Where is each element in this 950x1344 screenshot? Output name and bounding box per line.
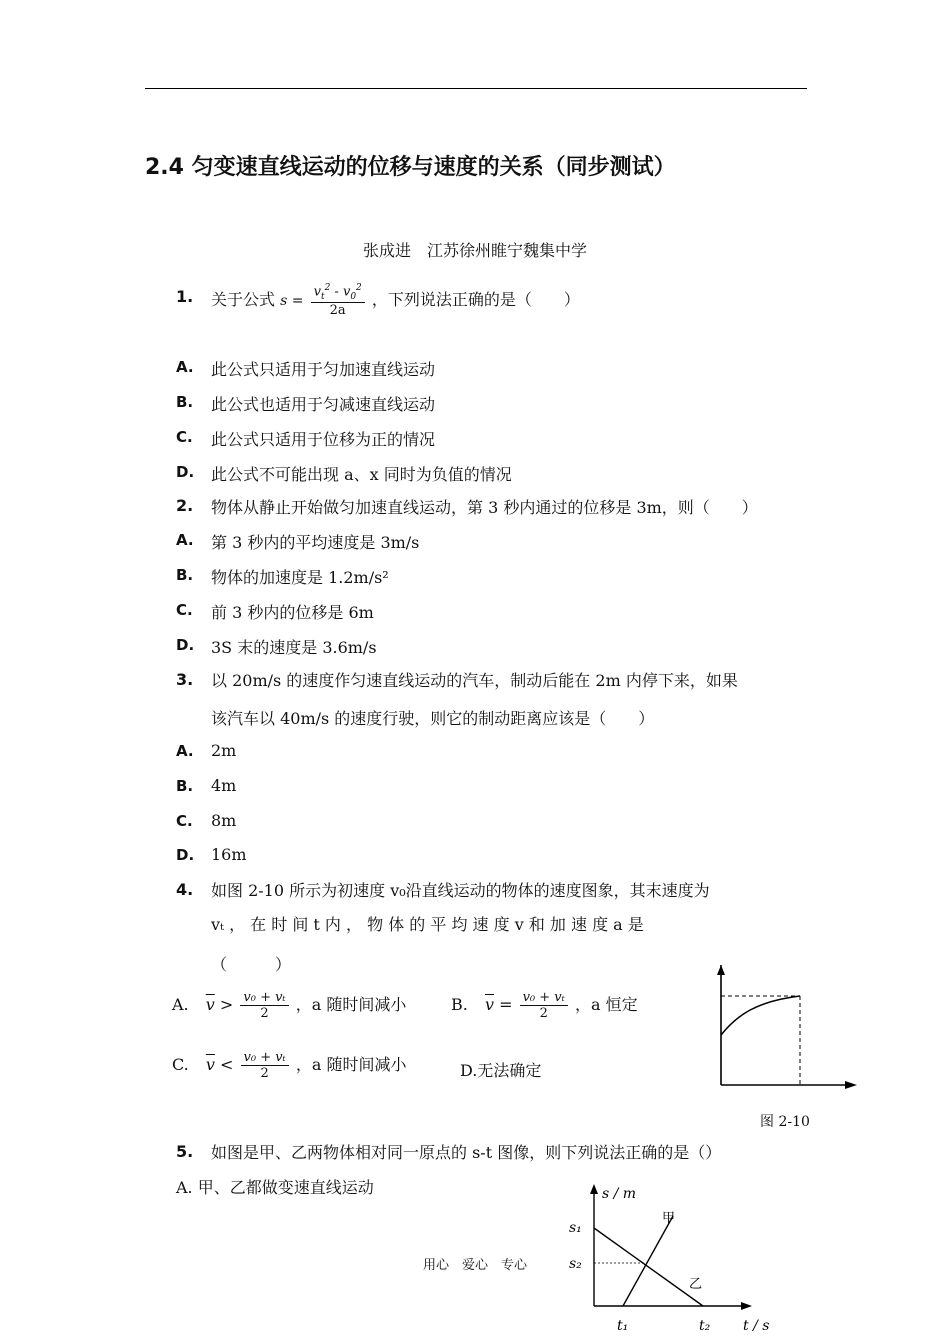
figure-2-10-caption: 图 2-10	[760, 1114, 810, 1130]
q4-option-c-fraction	[241, 1050, 289, 1081]
q4-stem-line1: 如图 2-10 所示为初速度 v₀沿直线运动的物体的速度图象，其末速度为	[211, 881, 710, 900]
q4-option-d: D.无法确定	[460, 1061, 542, 1080]
q1-formula-denominator: 2a	[329, 302, 346, 318]
q4-option-b-vbar: $\overline{v}$	[484, 995, 494, 1014]
q1-stem	[211, 283, 580, 318]
q1-formula-numerator: $v_t^2 - v_0^2$	[311, 283, 365, 303]
q1-suffix: ，下列说法正确的是（ ）	[371, 289, 580, 309]
q4-stem-line3: （ ）	[211, 955, 292, 974]
q5-number: 5.	[176, 1142, 194, 1161]
page-footer: 用心 爱心 专心	[422, 1258, 527, 1273]
q4-stem-line2: vₜ ， 在 时 间 t 内 ， 物 体 的 平 均 速 度 v 和 加 速 度 a 是	[211, 915, 644, 934]
q4-option-c-tail: ，a 随时间减小	[295, 1055, 407, 1074]
fig210-x-arrow	[845, 1081, 857, 1089]
q4-option-c-relation: <	[220, 1055, 234, 1074]
q2-option-a-label: A.	[176, 531, 194, 549]
q2-option-a-text: 第 3 秒内的平均速度是 3m/s	[211, 533, 420, 552]
st-s2-label: s₂	[569, 1256, 582, 1272]
q3-option-a-label: A.	[176, 742, 194, 760]
q1-option-c-label: C.	[176, 428, 193, 446]
q4-option-c	[172, 1050, 407, 1081]
st-s1-label: s₁	[569, 1220, 582, 1236]
q1-option-a-label: A.	[176, 358, 194, 376]
q2-option-b-text: 物体的加速度是 1.2m/s²	[211, 568, 389, 587]
q4-option-c-fraction-num: v₀ + vₜ	[241, 1050, 289, 1066]
q2-option-c-label: C.	[176, 601, 193, 619]
st-xlabel: t / s	[743, 1318, 770, 1334]
q3-stem-line2: 该汽车以 40m/s 的速度行驶，则它的制动距离应该是（ ）	[211, 709, 655, 728]
q1-formula-lhs: s =	[280, 292, 304, 309]
q4-number: 4.	[176, 880, 194, 899]
q4-option-a-relation: >	[219, 995, 234, 1014]
q1-formula	[311, 283, 365, 318]
st-x-arrow	[741, 1302, 752, 1310]
q4-option-b-fraction	[520, 990, 568, 1021]
q4-option-b-fraction-num: v₀ + vₜ	[520, 990, 568, 1006]
q4-option-a-vbar: $\overline{v}$	[205, 995, 215, 1014]
q1-option-d-label: D.	[176, 463, 195, 481]
q2-option-d-text: 3S 末的速度是 3.6m/s	[211, 638, 377, 657]
q4-option-c-fraction-den: 2	[260, 1066, 269, 1081]
q1-option-c-text: 此公式只适用于位移为正的情况	[211, 430, 436, 449]
q1-number: 1.	[176, 287, 194, 306]
q5-option-a: A. 甲、乙都做变速直线运动	[176, 1178, 374, 1197]
q4-option-b-fraction-den: 2	[539, 1006, 548, 1021]
q2-number: 2.	[176, 496, 194, 515]
q3-option-b-text: 4m	[211, 776, 237, 795]
q2-stem: 物体从静止开始做匀加速直线运动，第 3 秒内通过的位移是 3m，则（ ）	[211, 498, 758, 517]
st-t2-label: t₂	[699, 1318, 711, 1334]
q1-option-b-text: 此公式也适用于匀减速直线运动	[211, 395, 436, 414]
q2-option-b-label: B.	[176, 566, 194, 584]
header-rule	[145, 88, 807, 89]
st-jia-label: 甲	[662, 1211, 676, 1226]
q4-option-a-label: A.	[172, 995, 189, 1014]
q4-option-b-relation: =	[499, 995, 513, 1014]
q4-option-a-fraction-den: 2	[260, 1006, 269, 1021]
q5-stem: 如图是甲、乙两物体相对同一原点的 s-t 图像，则下列说法正确的是（）	[211, 1143, 722, 1162]
fig210-velocity-curve	[721, 996, 800, 1035]
q4-option-b	[451, 990, 638, 1021]
q4-option-c-label: C.	[172, 1055, 189, 1074]
q1-option-a-text: 此公式只适用于匀加速直线运动	[211, 360, 436, 379]
q3-option-a-text: 2m	[211, 741, 237, 760]
fig210-y-arrow	[717, 965, 725, 975]
q3-option-b-label: B.	[176, 777, 194, 795]
q4-option-a-fraction-num: v₀ + vₜ	[240, 990, 288, 1006]
q1-option-b-label: B.	[176, 393, 194, 411]
q3-stem-line1: 以 20m/s 的速度作匀速直线运动的汽车，制动后能在 2m 内停下来，如果	[211, 671, 738, 690]
st-t1-label: t₁	[617, 1318, 629, 1334]
q4-option-b-label: B.	[451, 995, 468, 1014]
q3-option-d-text: 16m	[211, 845, 247, 864]
q3-option-c-label: C.	[176, 812, 193, 830]
author-line: 张成进 江苏徐州睢宁魏集中学	[362, 241, 587, 260]
st-yi-label: 乙	[689, 1277, 703, 1292]
q3-option-d-label: D.	[176, 846, 195, 864]
q4-option-a	[172, 990, 406, 1021]
q4-option-a-fraction	[240, 990, 288, 1021]
figure-2-10-graph	[712, 965, 862, 1090]
q3-number: 3.	[176, 670, 194, 689]
q4-option-a-tail: ，a 随时间减小	[295, 995, 407, 1014]
st-y-arrow	[590, 1184, 598, 1194]
page-title: 2.4 匀变速直线运动的位移与速度的关系（同步测试）	[145, 155, 676, 180]
q4-option-b-tail: ，a 恒定	[574, 995, 638, 1014]
q4-option-c-vbar: $\overline{v}$	[205, 1055, 215, 1074]
q2-option-c-text: 前 3 秒内的位移是 6m	[211, 603, 374, 622]
q1-option-d-text: 此公式不可能出现 a、x 同时为负值的情况	[211, 465, 512, 484]
q1-prefix: 关于公式	[211, 289, 276, 309]
q2-option-d-label: D.	[176, 636, 195, 654]
q3-option-c-text: 8m	[211, 811, 237, 830]
st-ylabel: s / m	[602, 1186, 637, 1202]
